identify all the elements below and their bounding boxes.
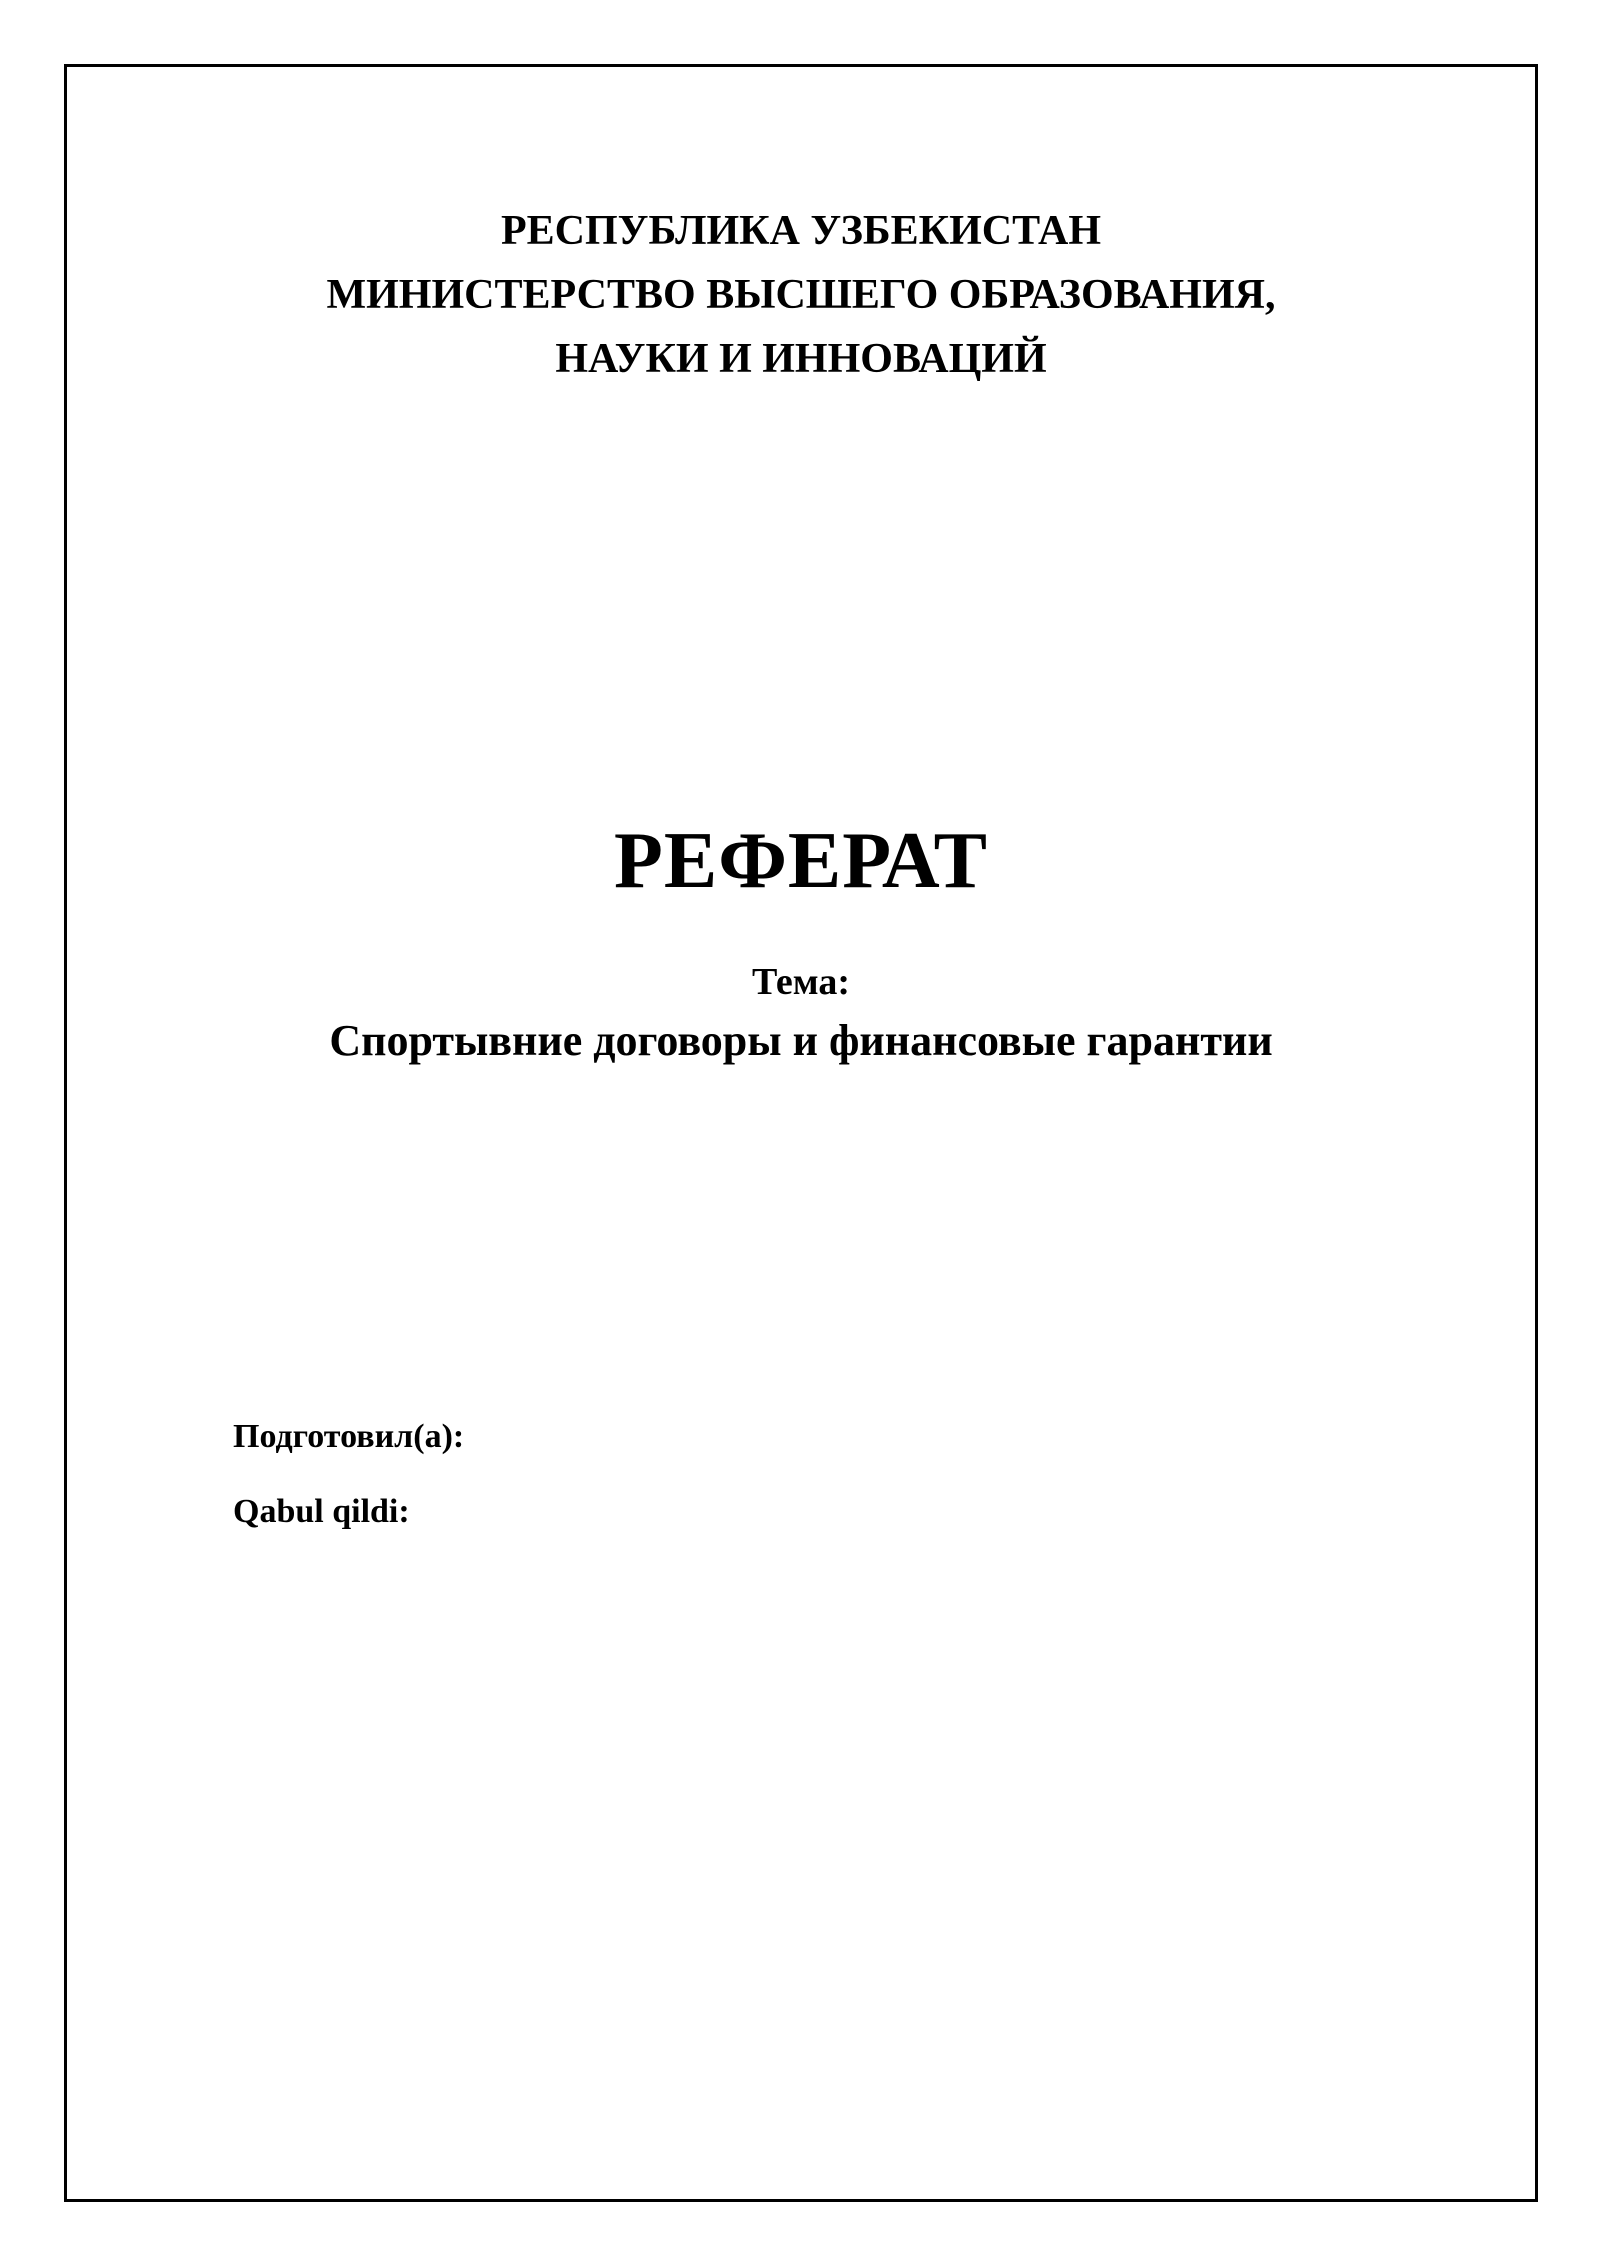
document-title: РЕФЕРАТ — [613, 817, 989, 905]
topic-label: Тема: — [751, 961, 851, 1003]
prepared-by-label: Подготовил(а): — [233, 1418, 465, 1455]
topic-text: Спортывние договоры и финансовые гарантии — [329, 1016, 1273, 1065]
header-line-country: РЕСПУБЛИКА УЗБЕКИСТАН — [500, 208, 1102, 254]
header-line-ministry-cont: НАУКИ И ИННОВАЦИЙ — [555, 336, 1047, 382]
header-line-ministry: МИНИСТЕРСТВО ВЫСШЕГО ОБРАЗОВАНИЯ, — [326, 272, 1276, 318]
page-border — [64, 64, 1538, 2202]
institution-header — [67, 199, 1535, 391]
accepted-by-label: Qabul qildi: — [233, 1493, 410, 1530]
